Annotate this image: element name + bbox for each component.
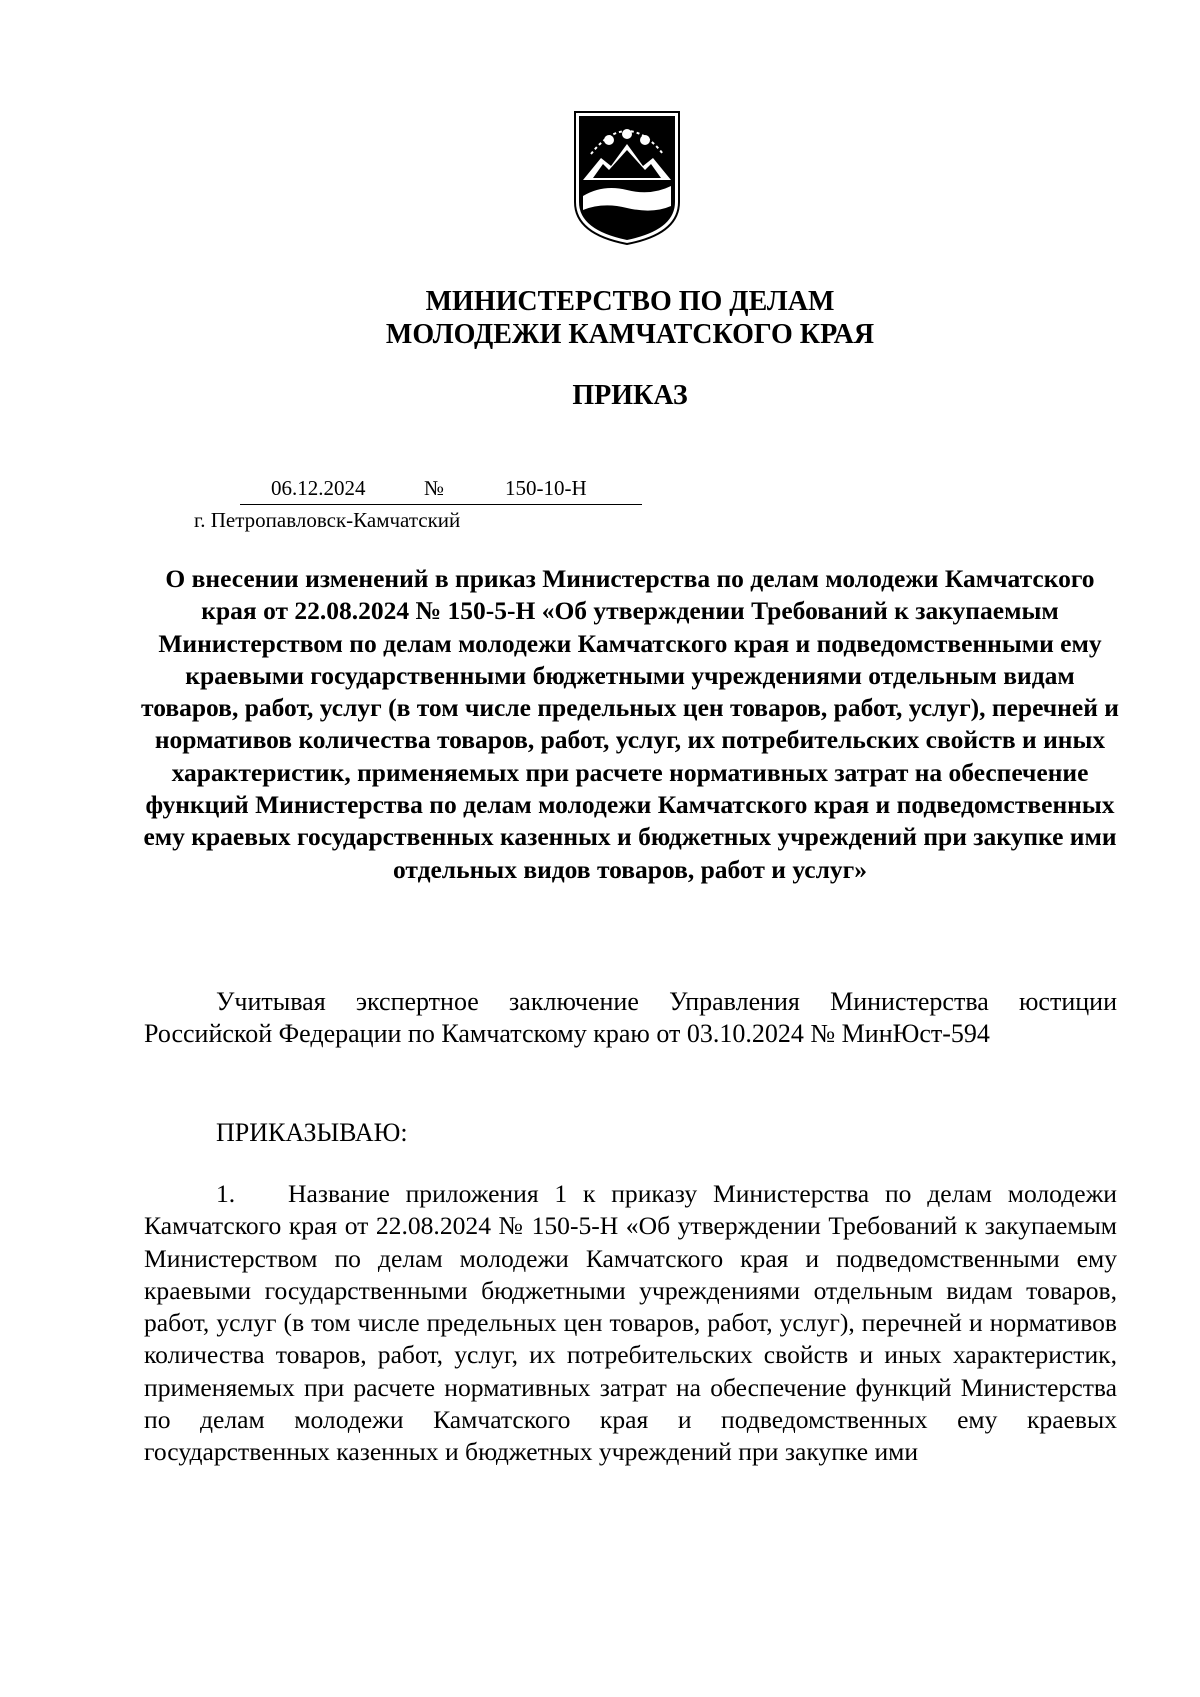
document-date: 06.12.2024 xyxy=(271,476,366,500)
city: г. Петропавловск-Камчатский xyxy=(194,508,461,532)
org-name-line1: МИНИСТЕРСТВО ПО ДЕЛАМ xyxy=(425,286,835,317)
document-title: О внесении изменений в приказ Министерства по делам молодежи Камчатского края от 22.08.2024 № 150-5-Н «Об утверждении Требований к закупаемым Министерством по делам молодежи Камчатского края и подведомственными ему краевыми государственными бюджетными учреждениями отдельным видам товаров, работ, услуг (в том числе предельных цен товаров, работ, услуг), перечней и нормативов количества товаров, работ, услуг, их потребительских свойств и иных характеристик, применяемых при расчете нормативных затрат на обеспечение функций Министерства по делам молодежи Камчатского края и подведомственных ему краевых государственных казенных и бюджетных учреждений при закупке ими отдельных видов товаров, работ и услуг» xyxy=(141,564,1119,884)
date-number-line xyxy=(240,476,642,505)
order-item xyxy=(144,1178,1117,1469)
intro-paragraph: Учитывая экспертное заключение Управления Министерства юстиции Российской Федерации по Камчатскому краю от 03.10.2024 № МинЮст-594 xyxy=(144,987,1117,1048)
document-number: 150-10-Н xyxy=(505,476,587,500)
kamchatka-coat-of-arms-icon xyxy=(573,110,681,246)
order-word: ПРИКАЗЫВАЮ: xyxy=(216,1118,408,1147)
org-name-line2: МОЛОДЕЖИ КАМЧАТСКОГО КРАЯ xyxy=(385,319,875,350)
item-number: 1. xyxy=(216,1179,236,1208)
number-sign: № xyxy=(424,476,445,500)
document-type: ПРИКАЗ xyxy=(572,380,688,411)
item-text: Название приложения 1 к приказу Министерства по делам молодежи Камчатского края от 22.08.2024 № 150-5-Н «Об утверждении Требований к закупаемым Министерством по делам молодежи Камчатского края и подведомственными ему краевыми государственными бюджетными учреждениями отдельным видам товаров, работ, услуг (в том числе предельных цен товаров, работ, услуг), перечней и нормативов количества товаров, работ, услуг, их потребительских свойств и иных характеристик, применяемых при расчете нормативных затрат на обеспечение функций Министерства по делам молодежи Камчатского края и подведомственных ему краевых государственных казенных и бюджетных учреждений при закупке ими xyxy=(144,1179,1117,1467)
